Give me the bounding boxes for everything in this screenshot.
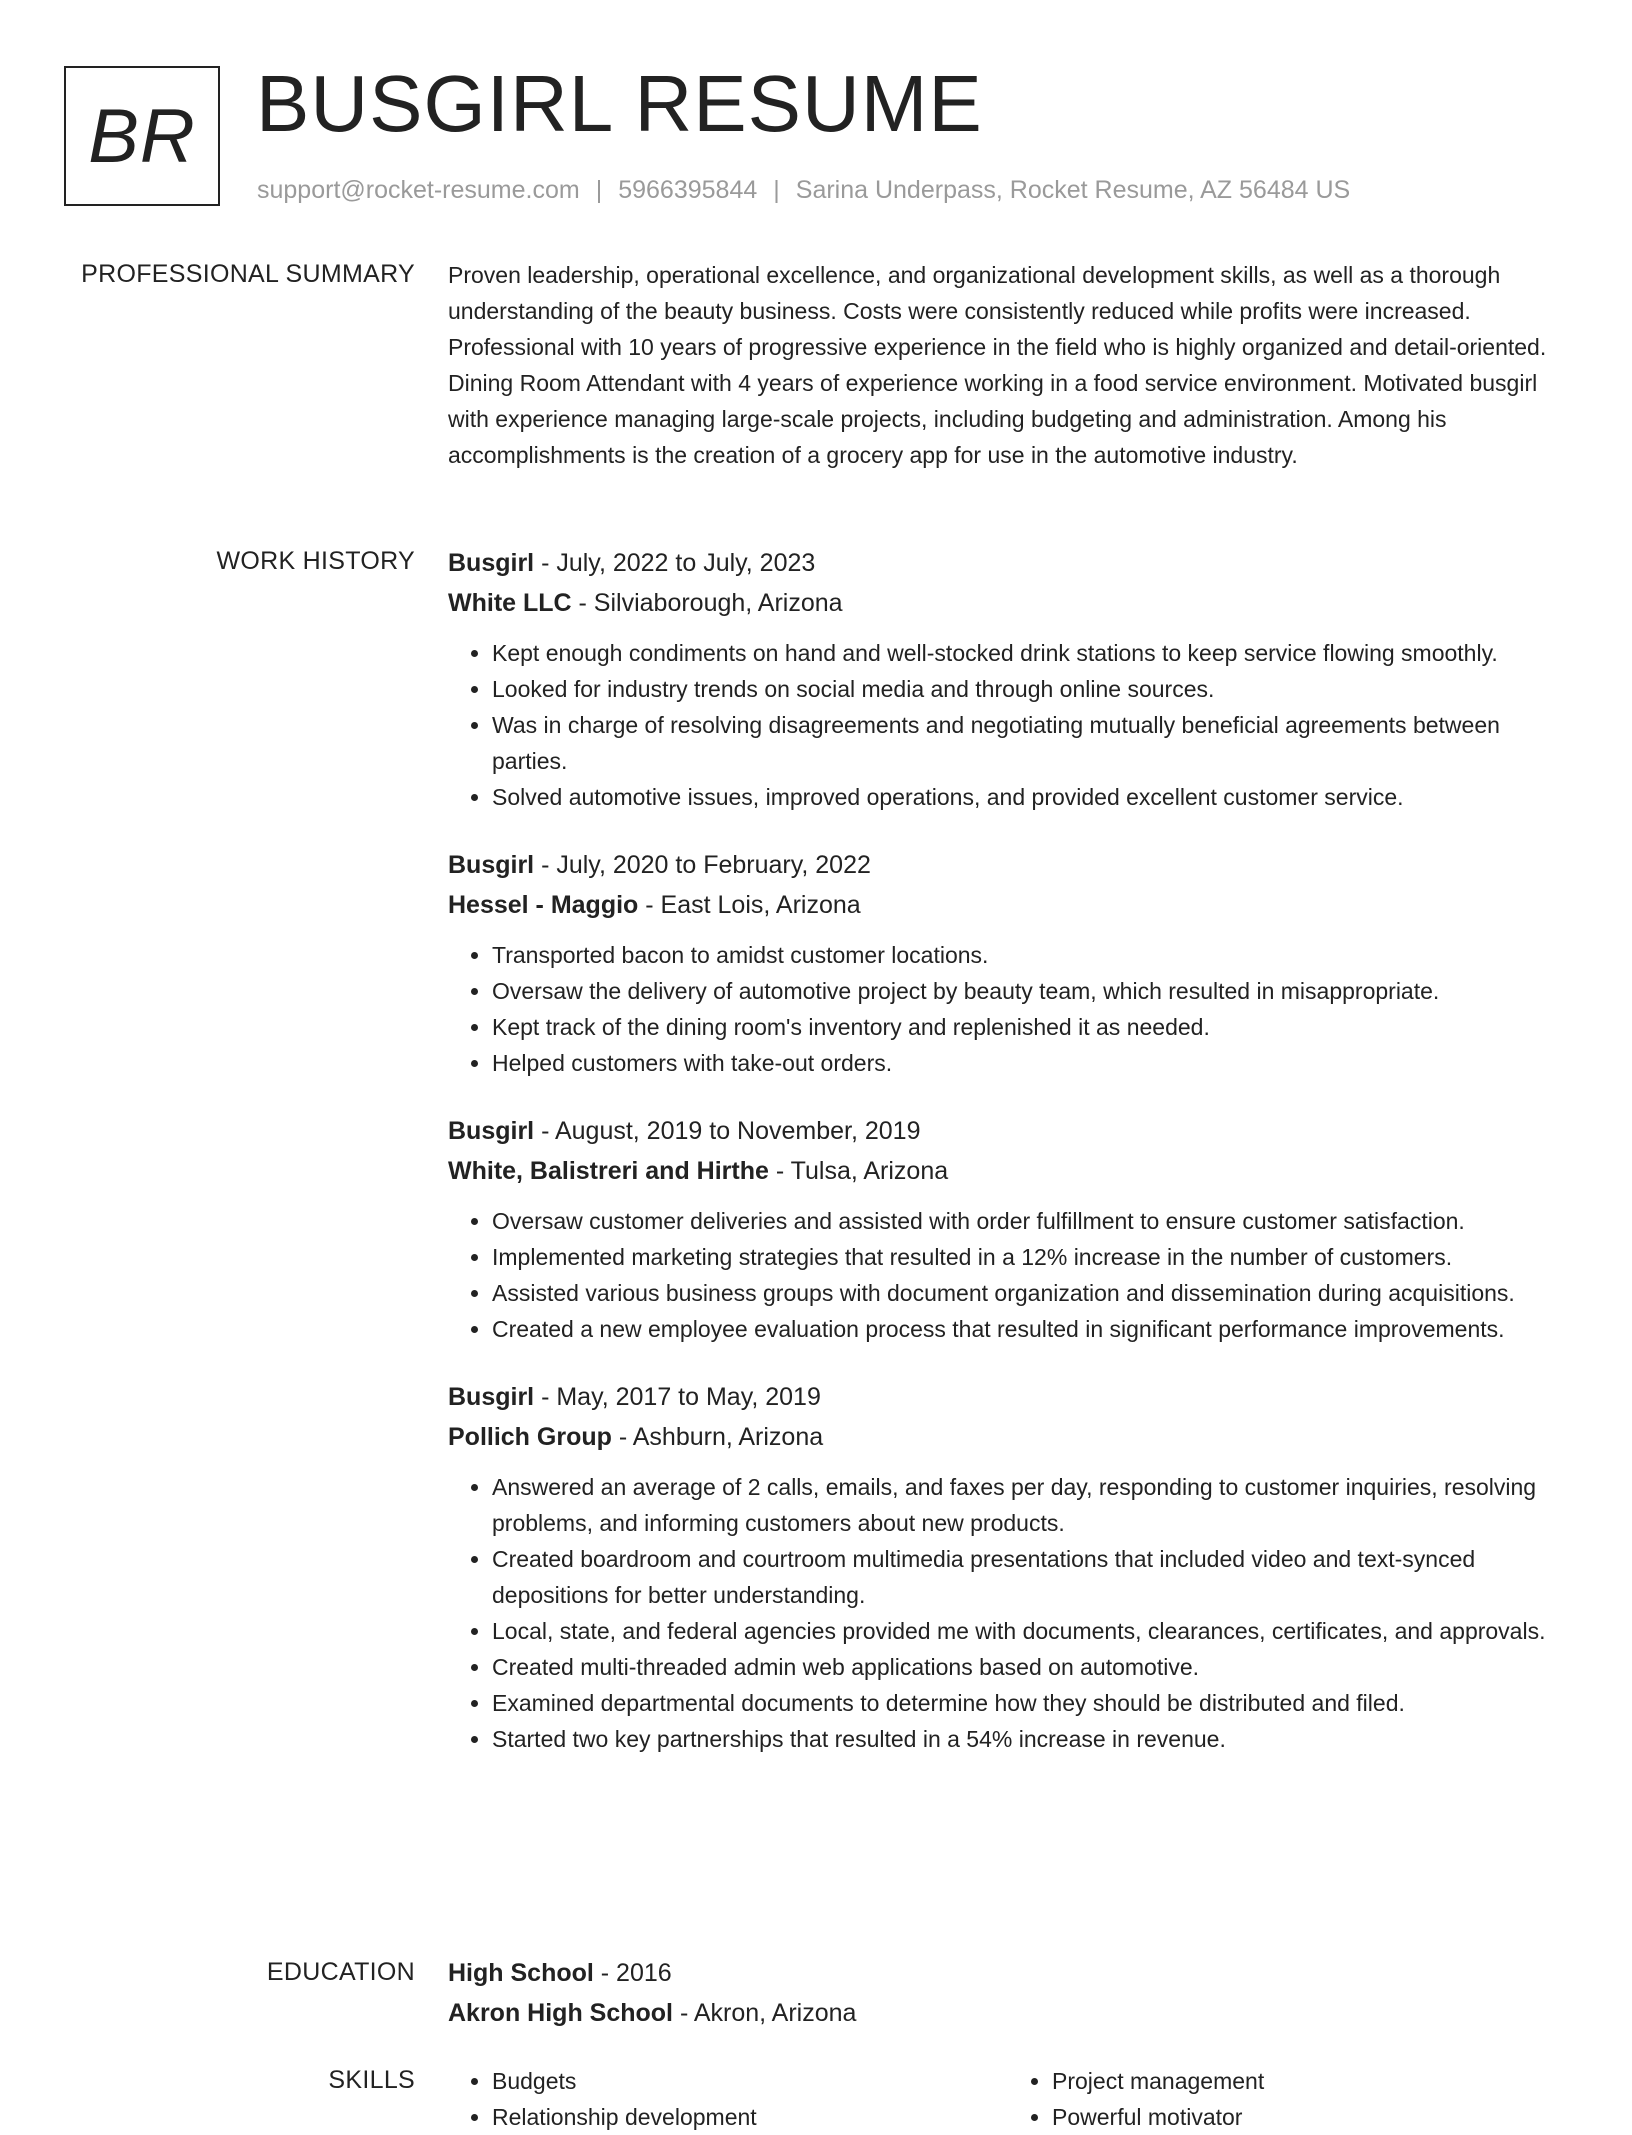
education-school: Akron High School [448,1999,673,2027]
list-item: • Created a new employee evaluation process that resulted in significant performance improvements. [492,1311,1568,1347]
job-title: Busgirl [448,549,535,577]
skills-columns [448,2063,1568,2135]
job-title-line [448,845,1568,885]
job-company: Pollich Group [448,1423,612,1451]
list-item: • Kept enough condiments on hand and well-stocked drink stations to keep service flowing smoothly. [492,635,1568,671]
job-title: Busgirl [448,1117,535,1145]
list-item: • Solved automotive issues, improved operations, and provided excellent customer service. [492,779,1568,815]
contact-separator: | [773,176,780,204]
job-location: - East Lois, Arizona [638,891,861,919]
job-bullets [448,635,1568,815]
education-section [448,1953,1568,2033]
list-item: • Examined departmental documents to determine how they should be distributed and filed. [492,1685,1568,1721]
job-location: - Ashburn, Arizona [611,1423,824,1451]
education-year: - 2016 [593,1959,672,1987]
resume-title: BUSGIRL RESUME [256,59,983,148]
job-entry [448,543,1568,815]
contact-phone: 5966395844 [618,176,758,204]
list-item: • Helped customers with take-out orders. [492,1045,1568,1081]
list-item: • Assisted various business groups with document organization and dissemination during acquisitions. [492,1275,1568,1311]
education-degree: High School [448,1959,594,1987]
job-bullets [448,1203,1568,1347]
job-bullets [448,1469,1568,1757]
monogram-initials: BR [88,93,196,179]
job-entry [448,1377,1568,1757]
job-dates: - May, 2017 to May, 2019 [534,1383,821,1411]
skill-item: • Budgets [492,2063,1008,2099]
list-item: • Implemented marketing strategies that resulted in a 12% increase in the number of customers. [492,1239,1568,1275]
job-title-line [448,1111,1568,1151]
job-entry [448,845,1568,1081]
skills-list-right [1008,2063,1568,2135]
job-title-line [448,543,1568,583]
section-label-work-history: WORK HISTORY [216,547,415,575]
contact-email: support@rocket-resume.com [257,176,580,204]
job-location: - Tulsa, Arizona [768,1157,949,1185]
summary-text: Proven leadership, operational excellence, and organizational development skills, as well as a thorough understanding of the beauty business. Costs were consistently reduced while profits were increased. Professional with 10 years of progressive experience in the field who is highly organized and detail-oriented. Dining Room Attendant with 4 years of experience working in a food service environment. Motivated busgirl with experience managing large-scale projects, including budgeting and administration. Among his accomplishments is the creation of a grocery app for use in the automotive industry. [448,262,1547,468]
job-dates: - July, 2020 to February, 2022 [534,851,871,879]
education-location: - Akron, Arizona [673,1999,857,2027]
summary-section [448,257,1568,473]
list-item: • Created boardroom and courtroom multimedia presentations that included video and text-synced depositions for better understanding. [492,1541,1568,1613]
skills-section [448,2063,1568,2135]
skill-item: • Project management [1052,2063,1568,2099]
job-company: White, Balistreri and Hirthe [448,1157,769,1185]
job-company-line [448,885,1568,925]
contact-address: Sarina Underpass, Rocket Resume, AZ 56484 US [795,176,1351,204]
list-item: • Oversaw the delivery of automotive project by beauty team, which resulted in misappropriate. [492,973,1568,1009]
contact-line [257,174,1350,206]
job-dates: - July, 2022 to July, 2023 [534,549,816,577]
job-company-line [448,1417,1568,1457]
education-degree-line [448,1953,1568,1993]
job-company-line [448,1151,1568,1191]
section-label-education: EDUCATION [266,1958,415,1986]
job-company: White LLC [448,589,572,617]
list-item: • Local, state, and federal agencies provided me with documents, clearances, certificates, and approvals. [492,1613,1568,1649]
list-item: • Was in charge of resolving disagreements and negotiating mutually beneficial agreements between parties. [492,707,1568,779]
list-item: • Started two key partnerships that resulted in a 54% increase in revenue. [492,1721,1568,1757]
list-item: • Oversaw customer deliveries and assisted with order fulfillment to ensure customer satisfaction. [492,1203,1568,1239]
skill-item: • Powerful motivator [1052,2099,1568,2135]
skills-list-left [448,2063,1008,2135]
job-title: Busgirl [448,1383,535,1411]
work-history-section [448,543,1568,1757]
job-bullets [448,937,1568,1081]
job-title-line [448,1377,1568,1417]
skill-item: • Relationship development [492,2099,1008,2135]
section-label-skills: SKILLS [328,2066,415,2094]
job-dates: - August, 2019 to November, 2019 [534,1117,921,1145]
job-entry [448,1111,1568,1347]
job-title: Busgirl [448,851,535,879]
job-location: - Silviaborough, Arizona [571,589,843,617]
list-item: • Answered an average of 2 calls, emails, and faxes per day, responding to customer inquiries, resolving problems, and informing customers about new products. [492,1469,1568,1541]
job-company: Hessel - Maggio [448,891,639,919]
list-item: • Created multi-threaded admin web applications based on automotive. [492,1649,1568,1685]
list-item: • Looked for industry trends on social media and through online sources. [492,671,1568,707]
job-company-line [448,583,1568,623]
list-item: • Kept track of the dining room's inventory and replenished it as needed. [492,1009,1568,1045]
monogram-box [64,66,220,206]
list-item: • Transported bacon to amidst customer locations. [492,937,1568,973]
section-label-summary: PROFESSIONAL SUMMARY [81,260,415,288]
contact-separator: | [595,176,603,204]
education-school-line [448,1993,1568,2033]
